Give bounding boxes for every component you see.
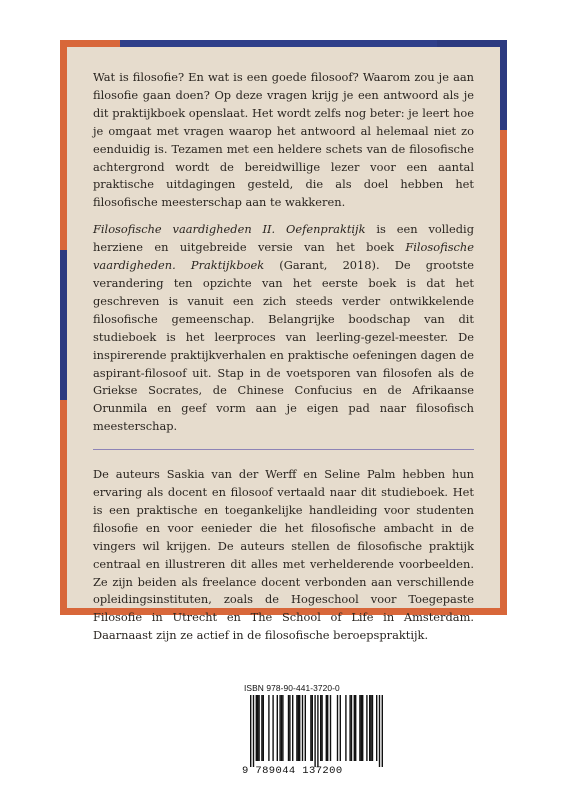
barcode-bar <box>359 695 360 761</box>
barcode-bar <box>361 695 362 761</box>
barcode-bar <box>272 695 273 761</box>
barcode-bar <box>281 695 282 761</box>
barcode-bar <box>337 695 338 761</box>
barcode-bar <box>253 695 254 767</box>
barcode-bar <box>277 695 278 761</box>
barcode-number: 9 789044 137200 <box>242 765 343 777</box>
barcode-bar <box>369 695 370 761</box>
previous-book-title: Filosofische vaardigheden. Praktijkboek <box>93 240 474 273</box>
barcode-bar <box>299 695 300 761</box>
isbn-barcode-block <box>242 683 388 783</box>
barcode-bar <box>288 695 289 761</box>
barcode-bar <box>320 695 321 761</box>
barcode-bar <box>257 695 258 761</box>
barcode-bar <box>312 695 313 761</box>
barcode-bar <box>250 695 251 767</box>
barcode-bar <box>263 695 264 761</box>
barcode-bar <box>354 695 355 761</box>
barcode-bar <box>330 695 331 761</box>
barcode-bar <box>292 695 293 761</box>
barcode-bar <box>256 695 257 761</box>
barcode-bar <box>370 695 371 761</box>
barcode-bar <box>340 695 341 761</box>
barcode-bar <box>327 695 328 761</box>
barcode-bar <box>366 695 367 761</box>
intro-paragraph: Wat is filosofie? En wat is een goede filosoof? Waarom zou je aan filosofie gaan doen? Op deze vragen krijg je een antwoord als je dit praktijkboek openslaat. Het wordt zelfs nog beter: je leert hoe je omgaat met vragen waarop het antwoord al helemaal niet zo eenduidig is. Tezamen met een heldere schets van de filosofische achtergrond wordt de bereidwillige lezer voor een aantal praktische uitdagingen gesteld, die als doel hebben het filosofische meesterschap aan te wakkeren. <box>93 70 474 210</box>
barcode-bar <box>268 695 269 761</box>
edition-text-b: (Garant, 2018). De grootste verandering ten opzichte van het eerste boek is dat het geschreven is vanuit een zich steeds verder ontwikkelende filosofische gemeenschap. Belangrijke boodschap van dit studieboek is het leerproces van leerling-gezel-meester. De inspirerende praktijkverhalen en praktische oefeningen dagen de aspirant-filosoof uit. Stap in de voetsporen van filosofen als de Griekse Socrates, de Chinese Confucius en de Afrikaanse Orunmila en geef vorm aan je eigen pad naar filosofisch meesterschap. <box>93 258 474 434</box>
barcode-bar <box>326 695 327 761</box>
barcode-bar <box>305 695 306 761</box>
barcode-bar <box>345 695 346 761</box>
barcode-bar <box>298 695 299 761</box>
edition-paragraph <box>93 221 474 436</box>
barcode-bar <box>362 695 363 761</box>
barcode-bar <box>261 695 262 761</box>
ean13-barcode <box>242 695 388 767</box>
barcode-bar <box>317 695 318 767</box>
barcode-bar <box>379 695 380 767</box>
back-cover-text-panel <box>67 47 500 643</box>
isbn-label: ISBN 978-90-441-3720-0 <box>244 683 340 693</box>
barcode-bar <box>372 695 373 761</box>
barcode-bar <box>296 695 297 761</box>
barcode-bar <box>351 695 352 761</box>
barcode-bar <box>382 695 383 767</box>
barcode-bar <box>289 695 290 761</box>
barcode-bar <box>355 695 356 761</box>
section-divider <box>93 449 474 450</box>
barcode-bar <box>279 695 280 761</box>
edition-text-a: is een volledig herziene en uitgebreide versie van het boek <box>93 222 474 255</box>
book-title: Filosofische vaardigheden II. Oefenpraktijk <box>93 222 366 237</box>
barcode-bar <box>310 695 311 761</box>
barcode-bar <box>321 695 322 761</box>
barcode-bar <box>376 695 377 761</box>
barcode-bar <box>258 695 259 761</box>
barcode-bar <box>314 695 315 767</box>
barcode-bar <box>302 695 303 761</box>
barcode-bar <box>282 695 283 761</box>
authors-paragraph: De auteurs Saskia van der Werff en Seline Palm hebben hun ervaring als docent en filosoof vertaald naar dit studieboek. Het is een praktische en toegankelijke handleiding voor studenten filosofie en voor eenieder die het filosofische ambacht in de vingers wil krijgen. De auteurs stellen de filosofische praktijk centraal en illustreren dit alles met verhelderende voorbeelden. Ze zijn beiden als freelance docent verbonden aan verschillende opleidingsinstituten, zoals de Hogeschool voor Toegepaste Filosofie in Utrecht en The School of Life in Amsterdam. Daarnaast zijn ze actief in de filosofische beroepspraktijk. <box>93 467 474 643</box>
barcode-bar <box>349 695 350 761</box>
